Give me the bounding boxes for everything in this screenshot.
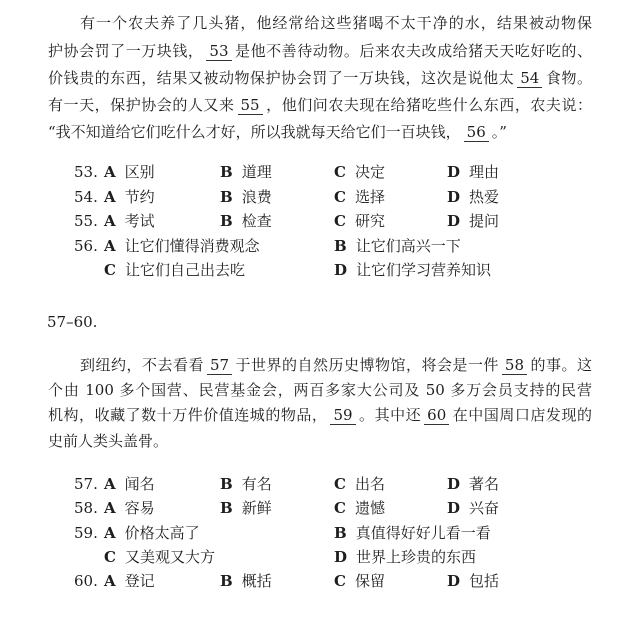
question-row-56-continued xyxy=(0,259,640,281)
option-letter: C xyxy=(104,548,116,566)
option-58-c xyxy=(334,497,385,519)
blank-59: 59 xyxy=(330,407,355,425)
passage-line xyxy=(48,379,592,401)
option-text: 遗憾 xyxy=(354,499,385,517)
option-56-d xyxy=(334,259,491,281)
option-58-b xyxy=(220,497,272,519)
passage-line xyxy=(48,40,592,62)
option-letter: C xyxy=(334,163,346,181)
option-letter: A xyxy=(104,475,116,493)
option-59-b xyxy=(334,522,491,544)
option-58-d xyxy=(447,497,499,519)
passage-line xyxy=(80,354,592,376)
option-53-b xyxy=(220,161,272,183)
option-55-a xyxy=(104,210,155,232)
question-row-56 xyxy=(0,235,640,257)
option-59-a xyxy=(104,522,200,544)
option-letter: A xyxy=(104,188,116,206)
option-text: 选择 xyxy=(354,188,385,206)
option-letter: C xyxy=(334,212,346,230)
option-text: 兴奋 xyxy=(469,499,500,517)
option-letter: A xyxy=(104,572,116,590)
option-text: 浪费 xyxy=(241,188,272,206)
passage-text: 的事。这 xyxy=(530,356,592,374)
option-text: 容易 xyxy=(124,499,155,517)
option-letter: B xyxy=(220,572,233,590)
option-59-d xyxy=(334,546,476,568)
passage-text: 。” xyxy=(491,123,507,141)
option-text: 让它们高兴一下 xyxy=(355,237,461,255)
option-60-b xyxy=(220,570,272,592)
option-text: 登记 xyxy=(124,572,155,590)
question-number: 54. xyxy=(74,188,98,206)
option-letter: D xyxy=(334,261,348,279)
passage-text: “我不知道给它们吃什么才好，所以我就每天给它们一百块钱， xyxy=(48,123,461,141)
option-letter: B xyxy=(220,212,233,230)
option-54-c xyxy=(334,186,385,208)
option-55-b xyxy=(220,210,272,232)
blank-60: 60 xyxy=(424,407,449,425)
passage-line xyxy=(80,12,592,34)
option-text: 有名 xyxy=(241,475,272,493)
option-letter: D xyxy=(447,188,461,206)
option-letter: C xyxy=(334,572,346,590)
passage-line xyxy=(48,121,592,143)
question-number: 59. xyxy=(74,524,98,542)
passage-text: 食物。 xyxy=(545,69,592,87)
question-row-57 xyxy=(0,473,640,495)
question-row-59 xyxy=(0,522,640,544)
option-text: 新鲜 xyxy=(241,499,272,517)
passage-text: 史前人类头盖骨。 xyxy=(48,432,169,450)
option-54-a xyxy=(104,186,155,208)
option-letter: D xyxy=(447,499,461,517)
passage-text: 有一个农夫养了几头猪，他经常给这些猪喝不太干净的水，结果被动物保 xyxy=(80,14,592,32)
option-letter: A xyxy=(104,499,116,517)
option-letter: B xyxy=(334,524,347,542)
passage-text: 于世界的自然历史博物馆，将会是一件 xyxy=(235,356,499,374)
option-60-d xyxy=(447,570,499,592)
option-53-a xyxy=(104,161,155,183)
option-text: 著名 xyxy=(469,475,500,493)
option-letter: D xyxy=(334,548,348,566)
option-letter: B xyxy=(334,237,347,255)
option-57-d xyxy=(447,473,499,495)
blank-58: 58 xyxy=(502,357,527,375)
option-letter: A xyxy=(104,212,116,230)
option-58-a xyxy=(104,497,155,519)
option-letter: B xyxy=(220,188,233,206)
option-text: 让它们自己出去吃 xyxy=(124,261,245,279)
option-53-d xyxy=(447,161,499,183)
question-row-54 xyxy=(0,186,640,208)
option-text: 热爱 xyxy=(469,188,500,206)
option-letter: D xyxy=(447,475,461,493)
option-text: 研究 xyxy=(354,212,385,230)
option-54-d xyxy=(447,186,499,208)
option-letter: C xyxy=(334,188,346,206)
passage-text: 在中国周口店发现的 xyxy=(452,406,592,424)
option-text: 出名 xyxy=(354,475,385,493)
passage-text: 到纽约，不去看看 xyxy=(80,356,204,374)
option-text: 理由 xyxy=(469,163,500,181)
passage-text: ，他们问农夫现在给猪吃些什么东西，农夫说： xyxy=(265,96,592,114)
option-letter: B xyxy=(220,499,233,517)
option-56-c xyxy=(104,259,245,281)
question-row-53 xyxy=(0,161,640,183)
question-number: 57. xyxy=(74,475,98,493)
option-text: 让它们懂得消费观念 xyxy=(124,237,260,255)
blank-53: 53 xyxy=(206,43,231,61)
blank-56: 56 xyxy=(464,124,489,142)
option-text: 节约 xyxy=(124,188,155,206)
option-57-a xyxy=(104,473,155,495)
passage-line xyxy=(48,67,592,89)
option-57-b xyxy=(220,473,272,495)
passage-line xyxy=(48,430,592,452)
passage-text: 护协会罚了一万块钱， xyxy=(48,42,204,60)
passage-text: 。其中还 xyxy=(358,406,422,424)
question-row-58 xyxy=(0,497,640,519)
option-text: 闻名 xyxy=(124,475,155,493)
option-text: 检查 xyxy=(241,212,272,230)
option-text: 包括 xyxy=(469,572,500,590)
passage-text: 个由 100 多个国营、民营基金会，两百多家大公司及 50 多万会员支持的民营 xyxy=(48,381,592,399)
option-59-c xyxy=(104,546,215,568)
option-letter: D xyxy=(447,212,461,230)
question-row-55 xyxy=(0,210,640,232)
blank-55: 55 xyxy=(238,97,263,115)
blank-54: 54 xyxy=(517,70,542,88)
option-text: 真值得好好儿看一看 xyxy=(355,524,491,542)
question-number: 56. xyxy=(74,237,98,255)
option-54-b xyxy=(220,186,272,208)
option-56-a xyxy=(104,235,260,257)
option-letter: A xyxy=(104,163,116,181)
option-57-c xyxy=(334,473,385,495)
option-text: 让它们学习营养知识 xyxy=(356,261,492,279)
option-text: 考试 xyxy=(124,212,155,230)
option-text: 道理 xyxy=(241,163,272,181)
option-letter: C xyxy=(334,475,346,493)
option-56-b xyxy=(334,235,461,257)
option-letter: C xyxy=(334,499,346,517)
blank-57: 57 xyxy=(207,357,232,375)
option-text: 保留 xyxy=(354,572,385,590)
passage-text: 机构，收藏了数十万件价值连城的物品， xyxy=(48,406,328,424)
passage-text: 是他不善待动物。后来农夫改成给猪天天吃好吃的、 xyxy=(234,42,592,60)
option-letter: C xyxy=(104,261,116,279)
option-text: 提问 xyxy=(469,212,500,230)
section-label: 57–60. xyxy=(47,313,98,331)
passage-line xyxy=(48,404,592,426)
question-row-59-continued xyxy=(0,546,640,568)
option-letter: A xyxy=(104,524,116,542)
question-row-60 xyxy=(0,570,640,592)
option-letter: A xyxy=(104,237,116,255)
question-number: 55. xyxy=(74,212,98,230)
option-55-c xyxy=(334,210,385,232)
option-55-d xyxy=(447,210,499,232)
option-53-c xyxy=(334,161,385,183)
option-text: 区别 xyxy=(124,163,155,181)
option-text: 概括 xyxy=(241,572,272,590)
option-text: 世界上珍贵的东西 xyxy=(356,548,477,566)
option-letter: B xyxy=(220,163,233,181)
option-text: 决定 xyxy=(354,163,385,181)
passage-text: 价钱贵的东西，结果又被动物保护协会罚了一万块钱，这次是说他太 xyxy=(48,69,515,87)
question-number: 60. xyxy=(74,572,98,590)
passage-line xyxy=(48,94,592,116)
option-60-c xyxy=(334,570,385,592)
passage-text: 有一天，保护协会的人又来 xyxy=(48,96,235,114)
option-60-a xyxy=(104,570,155,592)
option-letter: D xyxy=(447,572,461,590)
option-letter: D xyxy=(447,163,461,181)
option-letter: B xyxy=(220,475,233,493)
option-text: 又美观又大方 xyxy=(124,548,215,566)
question-number: 53. xyxy=(74,163,98,181)
question-number: 58. xyxy=(74,499,98,517)
option-text: 价格太高了 xyxy=(124,524,200,542)
